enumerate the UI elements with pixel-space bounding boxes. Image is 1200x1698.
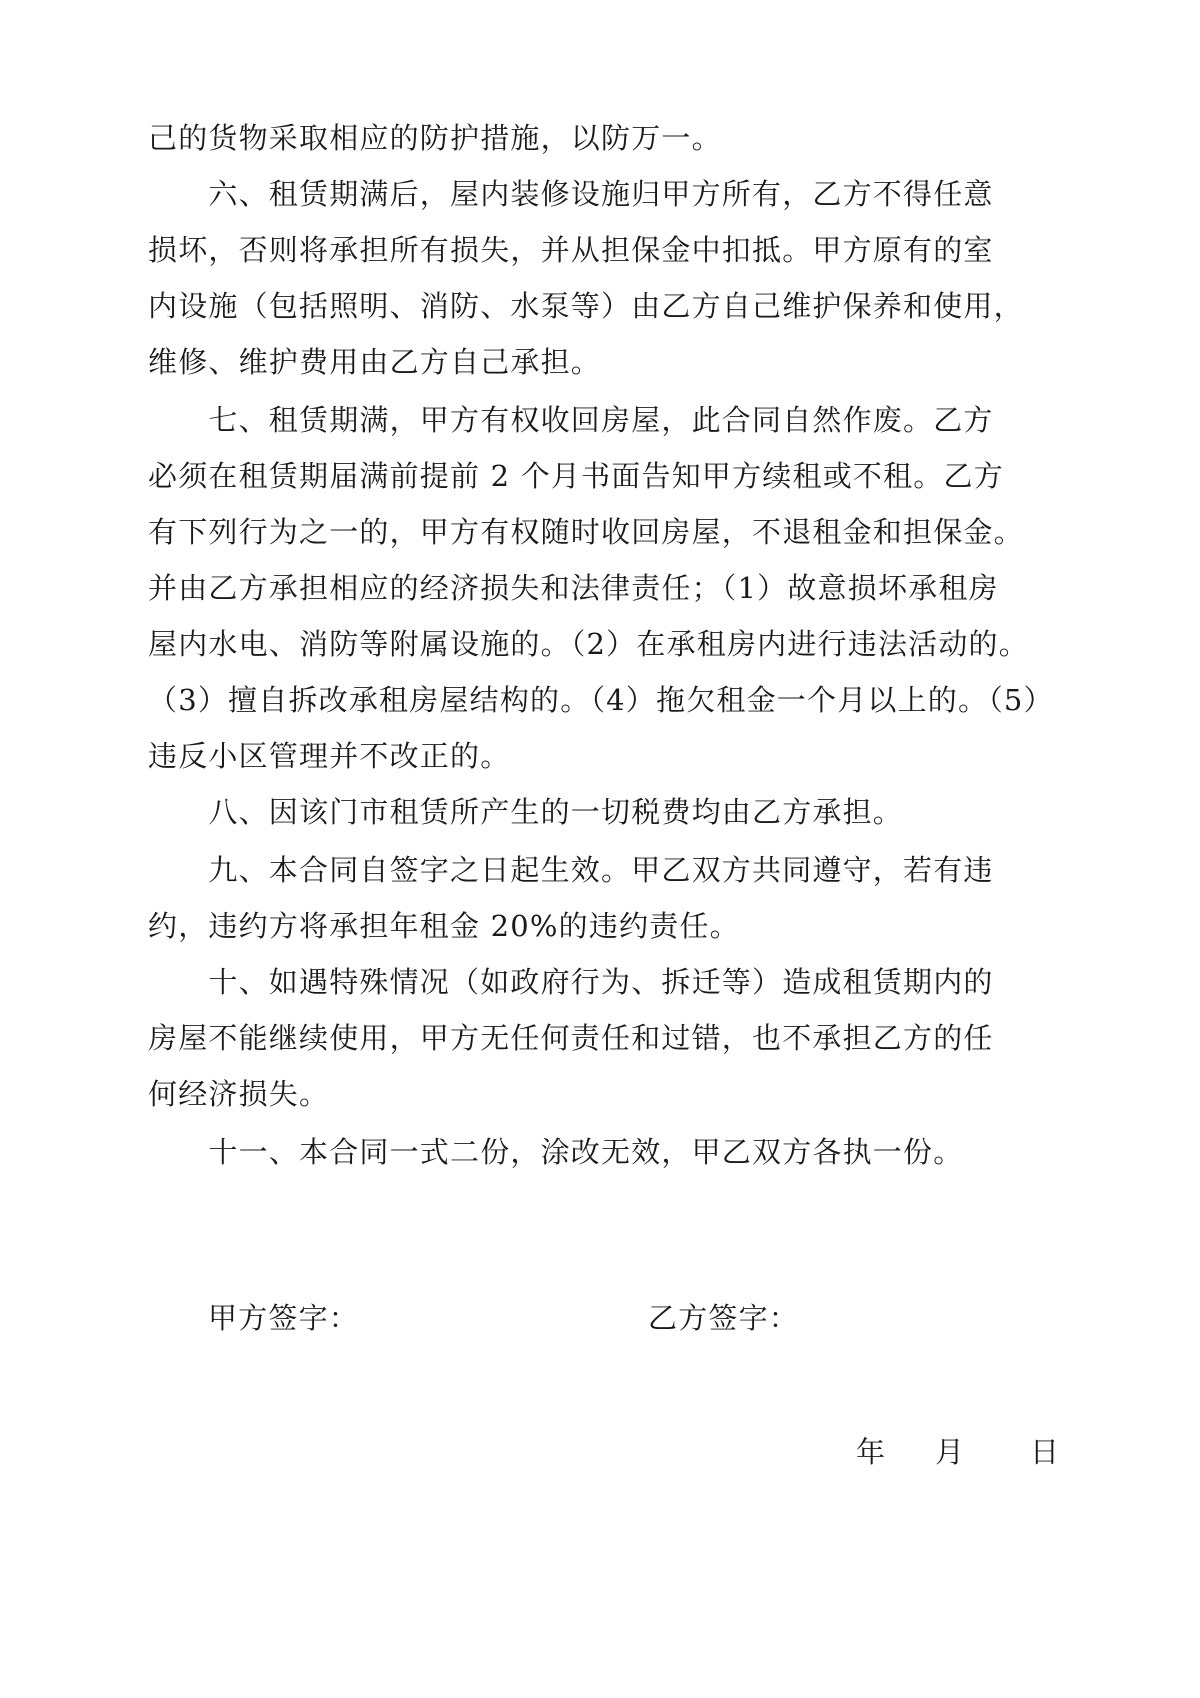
text-line: 损坏，否则将承担所有损失，并从担保金中扣抵。甲方原有的室 [148,233,994,267]
party-a-signature-label: 甲方签字： [208,1301,360,1335]
text-line: 违反小区管理并不改正的。 [148,739,511,773]
text-line: 约，违约方将承担年租金 20%的违约责任。 [148,909,740,943]
text-line: 十一、本合同一式二份，涂改无效，甲乙双方各执一份。 [148,1135,964,1169]
text-line: 房屋不能继续使用，甲方无任何责任和过错，也不承担乙方的任 [148,1021,994,1055]
text-line: 六、租赁期满后，屋内装修设施归甲方所有，乙方不得任意 [148,177,994,211]
date-month-label: 月 [935,1435,965,1469]
date-day-label: 日 [1030,1435,1060,1469]
party-b-signature-label: 乙方签字： [648,1301,800,1335]
date-year-label: 年 [856,1435,886,1469]
text-line: 必须在租赁期届满前提前 2 个月书面告知甲方续租或不租。乙方 [148,459,1004,493]
text-line: 维修、维护费用由乙方自己承担。 [148,345,602,379]
text-line: 八、因该门市租赁所产生的一切税费均由乙方承担。 [148,795,904,829]
text-line: 九、本合同自签字之日起生效。甲乙双方共同遵守，若有违 [148,853,994,887]
text-line: 何经济损失。 [148,1077,330,1111]
text-line: （3）擅自拆改承租房屋结构的。（4）拖欠租金一个月以上的。（5） [148,683,1054,717]
text-line: 有下列行为之一的，甲方有权随时收回房屋，不退租金和担保金。 [148,515,1024,549]
text-line: 屋内水电、消防等附属设施的。（2）在承租房内进行违法活动的。 [148,627,1029,661]
text-line: 并由乙方承担相应的经济损失和法律责任；（1）故意损坏承租房 [148,571,999,605]
text-line: 七、租赁期满，甲方有权收回房屋，此合同自然作废。乙方 [148,403,994,437]
text-line: 己的货物采取相应的防护措施，以防万一。 [148,121,722,155]
text-line: 十、如遇特殊情况（如政府行为、拆迁等）造成租赁期内的 [148,965,994,999]
text-line: 内设施（包括照明、消防、水泵等）由乙方自己维护保养和使用， [148,289,1024,323]
